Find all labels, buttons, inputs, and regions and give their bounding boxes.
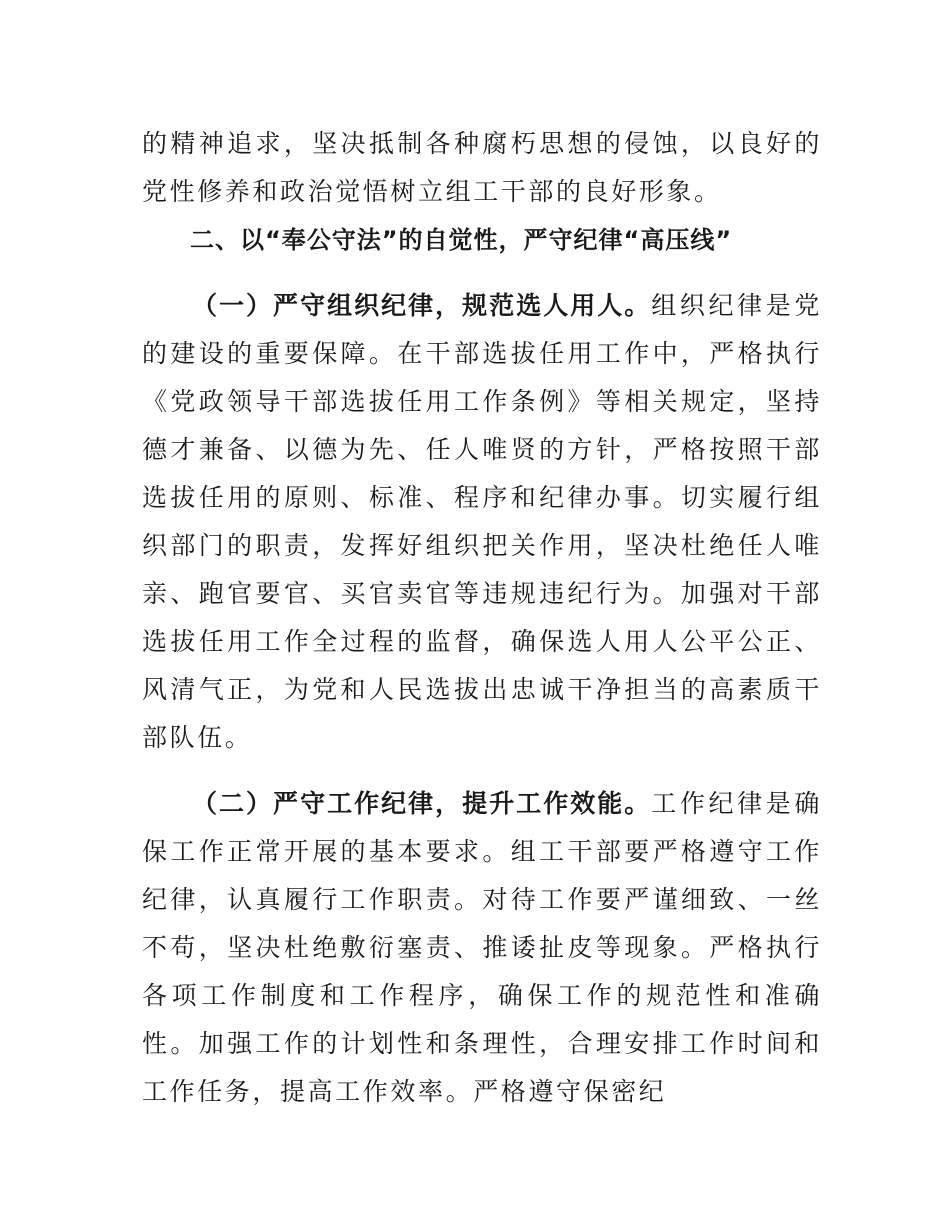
section-heading: 二、以“奉公守法”的自觉性，严守纪律“高压线” [190,226,733,254]
subsection-1-lead: （一）严守组织纪律，规范选人用人。 [192,291,652,320]
subsection-2-body: 工作纪律是确保工作正常开展的基本要求。组工干部要严格遵守工作纪律，认真履行工作职责。对待工作要严谨细致、一丝不苟，坚决杜绝敷衍塞责、推诿扯皮等现象。严格执行各项工作制度和工作程序，确保工作的规范性和准确性。加强工作的计划性和条理性，合理安排工作时间和工作任务，提高工作效率。严格遵守保密纪 [142,789,822,1106]
subsection-1-body: 组织纪律是党的建设的重要保障。在干部选拔任用工作中，严格执行《党政领导干部选拔任用工作条例》等相关规定，坚持德才兼备、以德为先、任人唯贤的方针，严格按照干部选拔任用的原则、标准、程序和纪律办事。切实履行组织部门的职责，发挥好组织把关作用，坚决杜绝任人唯亲、跑官要官、买官卖官等违规违纪行为。加强对干部选拔任用工作全过程的监督，确保选人用人公平公正、风清气正，为党和人民选拔出忠诚干净担当的高素质干部队伍。 [142,291,822,752]
intro-paragraph: 的精神追求，坚决抵制各种腐朽思想的侵蚀，以良好的党性修养和政治觉悟树立组工干部的良好形象。 [142,129,822,206]
subsection-1-paragraph [142,282,822,762]
subsection-2-lead: （二）严守工作纪律，提升工作效能。 [192,789,652,818]
document-page [142,120,822,1116]
subsection-2-paragraph [142,780,822,1116]
